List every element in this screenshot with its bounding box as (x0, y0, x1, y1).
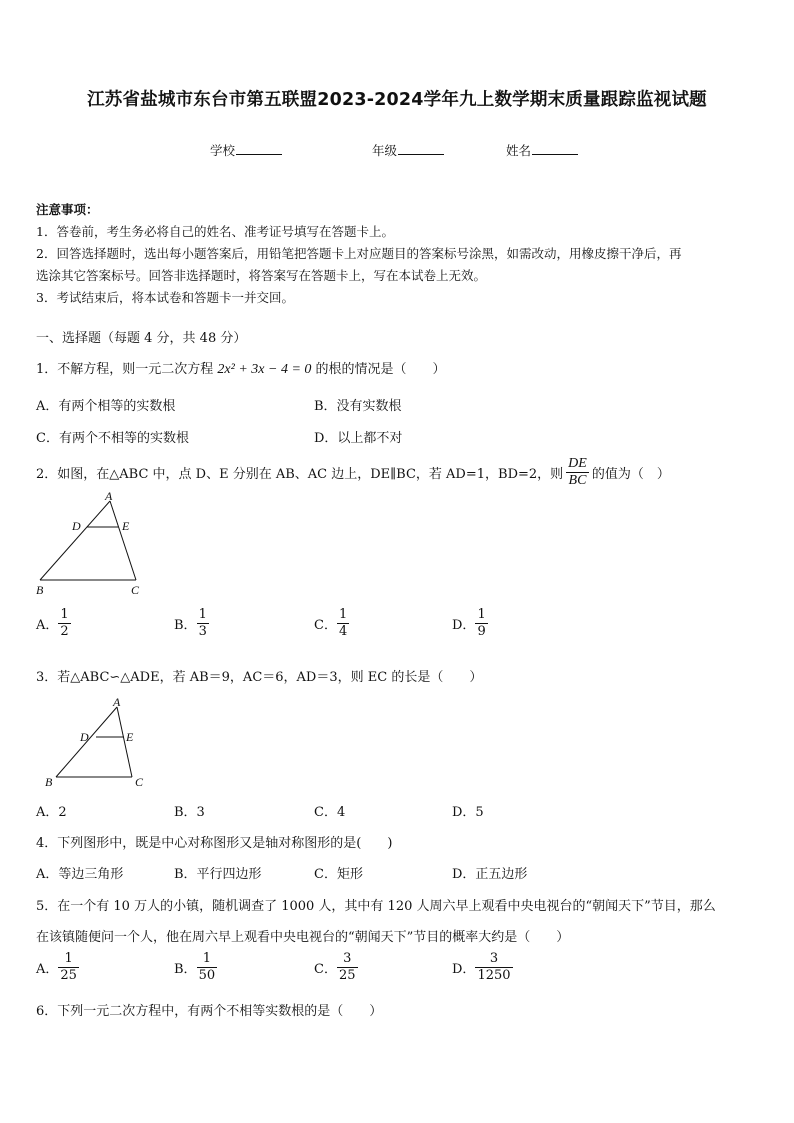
q2-text-post: 的值为（ ） (591, 466, 670, 482)
q2-label-c: C (131, 583, 140, 597)
q2-option-d-fraction (475, 607, 487, 640)
question-5-line-1: 5．在一个有 10 万人的小镇，随机调查了 1000 人，其中有 120 人周六早上观看中央电视台的“朝闻天下”节目，那么 (36, 899, 716, 914)
page-title: 江苏省盐城市东台市第五联盟2023-2024学年九上数学期末质量跟踪监视试题 (87, 90, 707, 110)
q2-option-d-num: 1 (477, 607, 486, 622)
q3-figure (38, 692, 158, 792)
q3-option-d[interactable]: D．5 (452, 805, 484, 820)
q2-side-ac (110, 501, 136, 580)
question-4: 4．下列图形中，既是中心对称图形又是轴对称图形的是( ) (36, 836, 393, 851)
q3-option-b[interactable]: B．3 (174, 805, 205, 820)
q3-option-c[interactable]: C．4 (314, 805, 346, 820)
note-item-3: 3．考试结束后，将本试卷和答题卡一并交回。 (36, 290, 294, 305)
q1-text-post: 的根的情况是（ ） (315, 362, 446, 377)
notes-block (36, 199, 760, 309)
note-item-2-cont: 选涂其它答案标号。回答非选择题时，将答案写在答题卡上，写在本试卷上无效。 (36, 268, 487, 283)
q5-option-c[interactable] (314, 951, 358, 984)
q3-option-a[interactable]: A．2 (36, 805, 67, 820)
school-blank[interactable] (236, 143, 282, 155)
grade-field (372, 141, 444, 159)
q2-option-b-fraction (197, 607, 209, 640)
q1-equation: 2x² + 3x − 4 = 0 (217, 362, 312, 377)
q2-option-d-label: D． (452, 618, 476, 633)
q2-option-a-label: A． (36, 618, 59, 633)
q2-option-a-fraction (58, 607, 70, 640)
section-heading: 一、选择题（每题 4 分，共 48 分） (36, 331, 247, 346)
q5-option-d-label: D． (452, 962, 476, 977)
q5-option-a[interactable] (36, 951, 79, 984)
q5-option-b-fraction (197, 951, 218, 984)
q5-option-a-den: 25 (60, 968, 77, 983)
q5-option-b-num: 1 (202, 951, 211, 966)
q2-option-b[interactable] (174, 607, 209, 640)
grade-blank[interactable] (398, 143, 444, 155)
q5-option-d-fraction (475, 951, 512, 984)
q2-option-a-num: 1 (60, 607, 69, 622)
question-2 (36, 452, 670, 492)
notes-heading: 注意事项： (36, 202, 99, 217)
school-field (210, 141, 282, 159)
q5-option-c-fraction (337, 951, 358, 984)
q4-option-d[interactable]: D．正五边形 (452, 867, 528, 882)
name-field (506, 141, 578, 159)
q2-option-c[interactable] (314, 607, 349, 640)
q2-side-ab (40, 501, 110, 580)
question-6: 6．下列一元二次方程中，有两个不相等实数根的是（ ） (36, 1004, 383, 1019)
q5-option-a-fraction (58, 951, 79, 984)
q3-label-b: B (45, 775, 53, 789)
q2-option-c-label: C． (314, 618, 337, 633)
q5-option-c-label: C． (314, 962, 337, 977)
q4-option-b[interactable]: B．平行四边形 (174, 867, 262, 882)
q2-option-a[interactable] (36, 607, 71, 640)
q2-figure (30, 488, 150, 598)
question-1 (36, 358, 446, 378)
q2-option-a-den: 2 (60, 624, 69, 639)
question-5-line-2: 在该镇随便问一个人，他在周六早上观看中央电视台的“朝闻天下”节目的概率大约是（ ） (36, 930, 570, 945)
q5-option-c-den: 25 (338, 968, 356, 983)
q1-text-pre: 1．不解方程，则一元二次方程 (36, 362, 214, 377)
q5-option-c-num: 3 (343, 951, 352, 966)
question-3: 3．若△ABC∽△ADE，若 AB＝9，AC＝6，AD＝3，则 EC 的长是（ ） (36, 670, 483, 685)
q5-option-d-den: 1250 (477, 968, 511, 983)
q2-label-a: A (105, 489, 113, 503)
q3-label-c: C (135, 775, 144, 789)
q3-label-a: A (113, 695, 121, 709)
q2-option-c-num: 1 (338, 607, 348, 622)
note-item-1: 1．答卷前，考生务必将自己的姓名、准考证号填写在答题卡上。 (36, 224, 394, 239)
q2-option-b-den: 3 (198, 624, 207, 639)
q2-text-pre: 2．如图，在△ABC 中，点 D、E 分别在 AB、AC 边上，DE∥BC，若 AD=1，BD=2，则 (36, 466, 564, 482)
q3-label-d: D (80, 730, 89, 744)
q5-option-b-label: B． (174, 962, 197, 977)
q1-option-b[interactable]: B．没有实数根 (314, 399, 402, 414)
name-label: 姓名 (506, 143, 532, 158)
note-item-2: 2．回答选择题时，选出每小题答案后，用铅笔把答题卡上对应题目的答案标号涂黑，如需改动，用橡皮擦干净后，再 (36, 246, 682, 261)
name-blank[interactable] (532, 143, 578, 155)
q4-option-c[interactable]: C．矩形 (314, 867, 363, 882)
q1-option-d[interactable]: D．以上都不对 (314, 431, 403, 446)
q5-option-d[interactable] (452, 951, 513, 984)
q2-frac-num: DE (568, 455, 587, 471)
q2-option-d-den: 9 (477, 624, 486, 639)
q5-option-d-num: 3 (489, 951, 499, 966)
q2-frac-den: BC (566, 472, 589, 489)
q1-option-c[interactable]: C．有两个不相等的实数根 (36, 431, 189, 446)
q2-option-c-fraction (337, 607, 349, 640)
q5-option-b[interactable] (174, 951, 217, 984)
grade-label: 年级 (372, 143, 398, 158)
q3-label-e: E (126, 730, 134, 744)
q2-option-d[interactable] (452, 607, 488, 640)
q2-option-b-num: 1 (198, 607, 207, 622)
q4-option-a[interactable]: A．等边三角形 (36, 867, 124, 882)
q5-option-a-label: A． (36, 962, 59, 977)
q2-fraction (566, 456, 589, 489)
q1-option-a[interactable]: A．有两个相等的实数根 (36, 399, 176, 414)
q2-option-c-den: 4 (338, 624, 348, 639)
q2-label-d: D (72, 519, 81, 533)
q5-option-b-den: 50 (198, 968, 216, 983)
q2-label-e: E (122, 519, 130, 533)
q2-label-b: B (36, 583, 44, 597)
q5-option-a-num: 1 (64, 951, 73, 966)
q2-option-b-label: B． (174, 618, 197, 633)
school-label: 学校 (210, 143, 236, 158)
